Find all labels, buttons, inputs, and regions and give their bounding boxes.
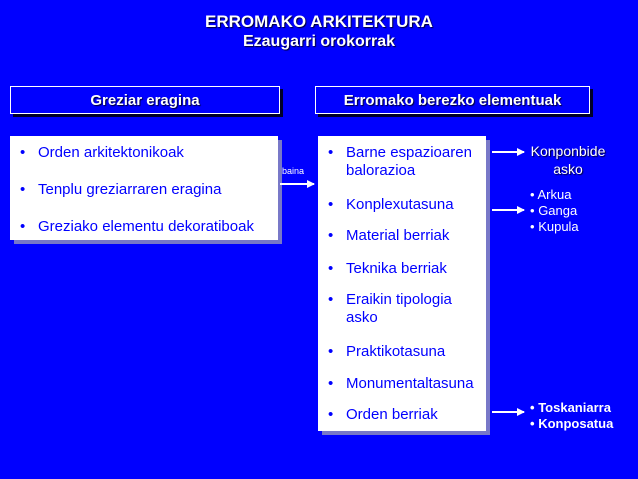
bullet-icon: •	[20, 181, 26, 198]
list-item-label: Monumentaltasuna	[346, 375, 474, 392]
diagram-title: ERROMAKO ARKITEKTURA	[205, 12, 433, 31]
bullet-icon: •	[530, 187, 535, 202]
connector-label: baina	[282, 166, 305, 176]
bullet-icon: •	[328, 375, 334, 392]
note-konponbide: Konponbide asko	[530, 143, 606, 177]
bullet-icon: •	[328, 291, 334, 308]
bullet-icon: •	[530, 219, 535, 234]
bullet-icon: •	[328, 260, 334, 277]
bullet-icon: •	[328, 406, 334, 423]
bullet-icon: •	[530, 416, 535, 431]
list-item-label: Konposatua	[538, 416, 614, 431]
list-item	[530, 203, 579, 219]
bullet-icon: •	[530, 400, 535, 415]
list-item-label: Kupula	[538, 219, 579, 234]
list-item-label: Orden arkitektonikoak	[38, 144, 184, 161]
list-item-label: Teknika berriak	[346, 260, 447, 277]
list-item	[530, 400, 613, 416]
list-item-label: Material berriak	[346, 227, 450, 244]
list-item	[530, 416, 613, 432]
bullet-icon: •	[328, 343, 334, 360]
list-item	[530, 219, 579, 235]
list-item-label: Eraikin tipologia asko	[346, 291, 452, 326]
list-item-label: Arkua	[537, 187, 572, 202]
bullet-icon: •	[328, 227, 334, 244]
note-orders-list	[530, 400, 613, 432]
bullet-icon: •	[20, 218, 26, 235]
header-roman-elements-label: Erromako berezko elementuak	[343, 91, 562, 109]
list-item-label: Greziako elementu dekoratiboak	[38, 218, 254, 235]
list-item-label: Orden berriak	[346, 406, 438, 423]
bullet-icon: •	[328, 144, 334, 161]
list-item-label: Barne espazioaren balorazioa	[346, 144, 472, 179]
diagram-subtitle: Ezaugarri orokorrak	[242, 33, 396, 50]
bullet-icon: •	[530, 203, 535, 218]
bullet-icon: •	[20, 144, 26, 161]
header-greek-influence-label: Greziar eragina	[90, 91, 200, 109]
note-elements-list	[530, 187, 579, 235]
list-item-label: Konplexutasuna	[346, 196, 454, 213]
bullet-icon: •	[328, 196, 334, 213]
list-item	[530, 187, 579, 203]
list-item-label: Praktikotasuna	[346, 343, 446, 360]
list-item-label: Toskaniarra	[538, 400, 611, 415]
list-item-label: Tenplu greziarraren eragina	[38, 181, 222, 198]
list-item-label: Ganga	[538, 203, 578, 218]
